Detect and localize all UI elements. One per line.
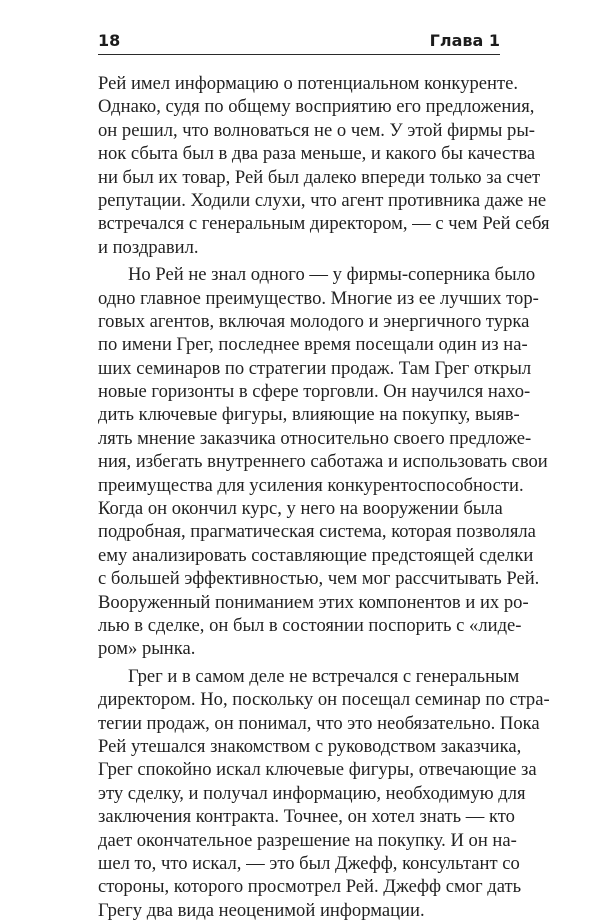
text-line: дить ключевые фигуры, влияющие на покупку, выяв- — [98, 404, 520, 426]
text-line: встречался с генеральным директором, — с чем Рей себя — [98, 213, 550, 235]
text-line: ния, избегать внутреннего саботажа и использовать свои — [98, 451, 548, 473]
text-line: ших семинаров по стратегии продаж. Там Грег открыл — [98, 357, 532, 379]
text-line: эту сделку, и получал информацию, необходимую для — [98, 782, 526, 804]
text-line: дает окончательное разрешение на покупку. И он на- — [98, 829, 517, 851]
text-line: он решил, что волноваться не о чем. У этой фирмы ры- — [98, 119, 535, 141]
paragraph-3 — [98, 665, 550, 922]
text-line: шел то, что искал, — это был Джефф, консультант со — [98, 852, 520, 874]
paragraph-2 — [98, 263, 548, 661]
body-text — [98, 72, 550, 922]
page-number: 18 — [98, 31, 121, 50]
text-line: и поздравил. — [98, 236, 199, 258]
text-line: заключения контракта. Точнее, он хотел знать — кто — [98, 806, 515, 828]
header-rule — [98, 54, 500, 55]
text-line: говых агентов, включая молодого и энергичного турка — [98, 310, 530, 332]
text-line: лять мнение заказчика относительно своего предложе- — [98, 427, 532, 449]
text-line: преимущества для усиления конкурентоспособности. — [98, 474, 524, 496]
text-line: лью в сделке, он был в состоянии поспорить с «лиде- — [98, 614, 522, 636]
text-line: Когда он окончил курс, у него на вооружении была — [98, 498, 503, 520]
text-line: подробная, прагматическая система, которая позволяла — [98, 521, 536, 543]
paragraph-1 — [98, 72, 550, 259]
text-line: ни был их товар, Рей был далеко впереди только за счет — [98, 166, 541, 188]
text-line: Однако, судя по общему восприятию его предложения, — [98, 96, 535, 118]
text-line: Грег и в самом деле не встречался с генеральным — [128, 665, 520, 687]
text-line: Рей имел информацию о потенциальном конкуренте. — [98, 73, 519, 94]
text-line: Грег спокойно искал ключевые фигуры, отвечающие за — [98, 759, 537, 781]
chapter-label: Глава 1 — [429, 31, 500, 50]
text-line: нок сбыта был в два раза меньше, и какого бы качества — [98, 143, 536, 165]
text-line: одно главное преимущество. Многие из ее лучших тор- — [98, 287, 539, 309]
text-line: ром» рынка. — [98, 638, 196, 660]
text-line: директором. Но, поскольку он посещал семинар по стра- — [98, 689, 550, 711]
running-head — [98, 31, 500, 53]
text-line: с большей эффективностью, чем мог рассчитывать Рей. — [98, 568, 540, 590]
text-line: по имени Грег, последнее время посещали один из на- — [98, 334, 528, 356]
text-line: Вооруженный пониманием этих компонентов и их ро- — [98, 591, 529, 613]
text-line: новые горизонты в сфере торговли. Он научился нахо- — [98, 381, 531, 403]
text-line: ему анализировать составляющие предстоящей сделки — [98, 544, 534, 566]
text-line: стороны, которого просмотрел Рей. Джефф смог дать — [98, 876, 522, 898]
text-line: Грегу два вида неоценимой информации. — [98, 899, 425, 921]
text-line: тегии продаж, он понимал, что это необязательно. Пока — [98, 712, 540, 734]
text-line: Рей утешался знакомством с руководством заказчика, — [98, 735, 522, 757]
text-line: репутации. Ходили слухи, что агент противника даже не — [98, 189, 547, 211]
text-line: Но Рей не знал одного — у фирмы-соперника было — [128, 264, 536, 286]
